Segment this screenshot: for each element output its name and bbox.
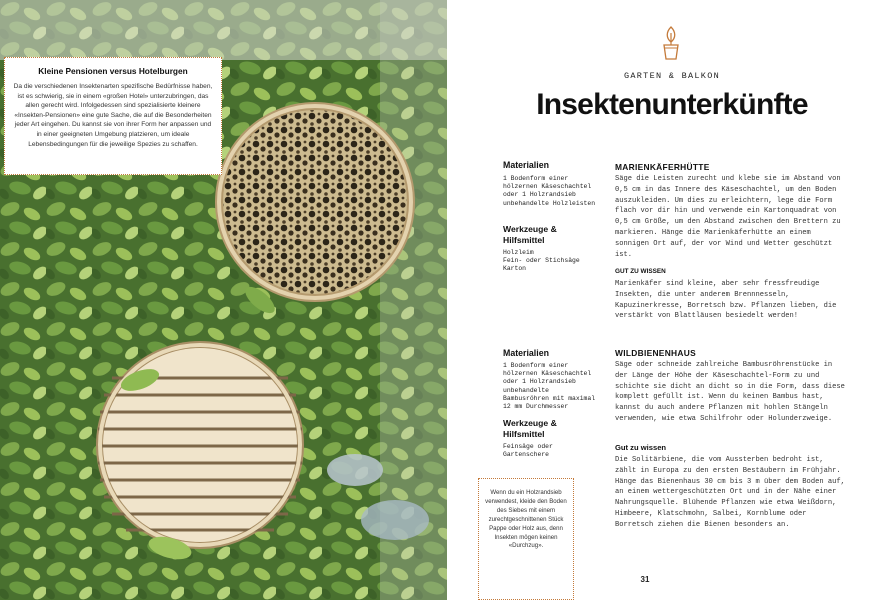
tools-heading-1: Werkzeuge & Hilfsmittel — [503, 224, 557, 245]
tools-list-1: Holzleim Fein- oder Stichsäge Karton — [503, 249, 580, 273]
materials-heading-1: Materialien — [503, 160, 549, 170]
intro-text: Da die verschiedenen Insektenarten spezifische Bedürfnisse haben, ist es schwierig, sie in einem «großen Hotel» unterzubringen, das allen gerecht wird. Infolgedessen sind spezialisierte kleinere «Insekten-Pensionen» eine gute Sache, die auf die Besonderheiten jeder Art eingehen. Du kannst sie von ihrer Form her anpassen und in einer geeigneten Umgebung platzieren, um ideale Lebensbedingungen für die jeweilige Spezies zu schaffen. — [13, 83, 213, 148]
section-label: GARTEN & BALKON — [623, 71, 720, 81]
ladybug-text: Säge die Leisten zurecht und klebe sie im Abstand von 0,5 cm in das Innere des Käseschachtel, um den Boden auszukleiden. Um dies zu erleichtern, lege die Form flach vor dir hin und verwende ein Kartonquadrat von 0,5 cm Größe, um den Abstand zwischen den Brettern zu markieren. Hänge die Marienkäferhütte an einem sonnigen Ort auf, der vor Wind und Wetter geschützt ist. — [615, 175, 841, 259]
ladybug-heading: MARIENKÄFERHÜTTE — [615, 162, 710, 172]
good-to-know-heading-1: GUT ZU WISSEN — [615, 268, 666, 275]
page-title: Insektenunterkünfte — [536, 88, 808, 121]
materials-list-2: 1 Bodenform einer hölzernen Käseschachtel oder 1 Holzrandsieb unbehandelte Bambusröhren mit maximal 12 mm Durchmesser — [503, 362, 596, 411]
materials-list-1: 1 Bodenform einer hölzernen Käseschachtel oder 1 Holzrandsieb unbehandelte Holzleisten — [503, 175, 596, 207]
good-to-know-text-1: Marienkäfer sind kleine, aber sehr fressfreudige Insekten, die unter anderem Brennnesseln, Kapuzinerkresse, Borretsch bzw. Pflanzen lieben, die verstärkt von Blattläusen besiedelt werden! — [615, 280, 837, 321]
tip-callout: Wenn du ein Holzrandsieb verwendest, kleide den Boden des Siebes mit einem zurechtgeschnittenen Stück Pappe oder Holz aus, denn Insekten mögen keinen «Durchzug». — [478, 478, 574, 600]
intro-title: Kleine Pensionen versus Hotelburgen — [38, 66, 188, 76]
good-to-know-heading-2: Gut zu wissen — [615, 443, 667, 452]
tools-list-2: Feinsäge oder Gartenschere — [503, 443, 553, 459]
good-to-know-text-2: Die Solitärbiene, die vom Aussterben bedroht ist, zählt in Europa zu den ersten Bestäubern im Frühjahr. Hänge das Bienenhaus 30 cm bis 3 m über dem Boden auf, an einem wettergeschützten Ort und in der Nähe einer Nahrungsquelle. Blühende Pflanzen wie etwa Weißdorn, Himbeere, Klatschmohn, Salbei, Kornblume oder Borretsch ziehen die Bienen besonders an. — [615, 456, 845, 529]
plant-pot-icon — [660, 25, 682, 61]
materials-heading-2: Materialien — [503, 348, 549, 358]
intro-callout — [4, 57, 222, 175]
tools-heading-2: Werkzeuge & Hilfsmittel — [503, 418, 557, 439]
page-number: 31 — [640, 575, 650, 584]
wild-bee-text: Säge oder schneide zahlreiche Bambusröhrenstücke in der Länge der Höhe der Käseschachtel-Form zu und schichte sie dicht an dicht so in die Form, dass diese komplett gefüllt ist. Wenn du keinen Bambus hast, kannst du auch andere Pflanzen mit hohlen Stängeln verwenden, wie etwa Schilfrohr oder Holunderzweige. — [615, 361, 845, 423]
wild-bee-heading: WILDBIENENHAUS — [615, 348, 696, 358]
